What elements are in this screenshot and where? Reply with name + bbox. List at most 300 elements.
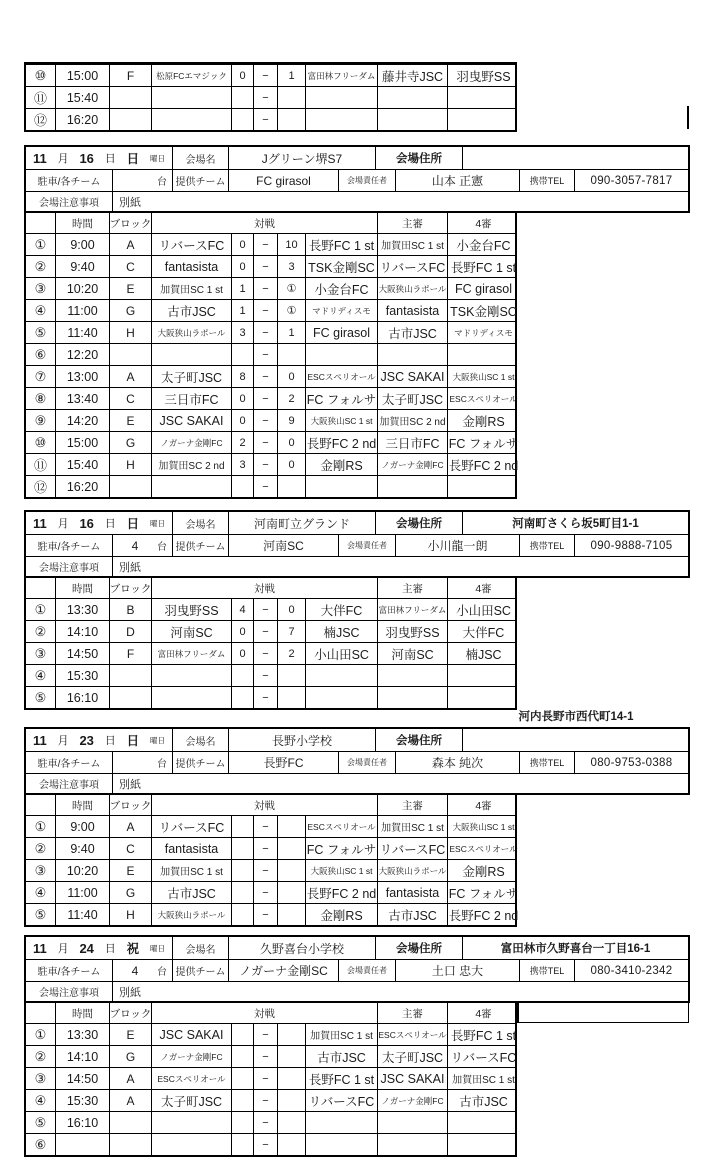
cell-block: A	[109, 1068, 151, 1089]
cell-dash: −	[253, 256, 277, 277]
cell-ref: fantasista	[377, 300, 447, 321]
cell-away: 金剛RS	[305, 904, 377, 925]
cell-dash: −	[253, 410, 277, 431]
cell-s2	[277, 1046, 305, 1067]
cell-ref: リバースFC	[377, 256, 447, 277]
cell-time: 13:30	[55, 599, 109, 620]
month-value: 11	[33, 515, 47, 531]
cell-no: ⑨	[34, 412, 47, 428]
manager-value: 山本 正憲	[395, 170, 519, 191]
cell-home: 加賀田SC 1 st	[151, 860, 231, 881]
col-fourth-header: 4審	[447, 1003, 519, 1023]
match-row	[26, 475, 515, 497]
cell-s2	[277, 860, 305, 881]
cell-time: 11:40	[55, 904, 109, 925]
cell-s2: 0	[277, 454, 305, 475]
cell-ref: 三日市FC	[377, 432, 447, 453]
provider-label: 提供チーム	[172, 535, 228, 556]
cell-away	[305, 476, 377, 497]
match-rows	[26, 815, 519, 925]
parking-cell	[112, 752, 172, 773]
cell-dash: −	[253, 322, 277, 343]
cell-no: ②	[34, 258, 47, 274]
col-match-header: 対戦	[151, 213, 377, 233]
cell-s1	[231, 882, 253, 903]
cell-s1: 3	[231, 322, 253, 343]
cell-ref: ESCスペリオール	[377, 1024, 447, 1045]
cell-s2	[277, 882, 305, 903]
day-value: 16	[79, 150, 94, 166]
cell-no: ⑦	[34, 368, 47, 384]
cell-fourth: FC girasol	[447, 278, 519, 299]
cell-no: ①	[34, 236, 47, 252]
weekday-suffix: 曜日	[149, 153, 165, 163]
cell-fourth: 羽曳野SS	[447, 65, 519, 86]
cell-no: ②	[34, 840, 47, 856]
cell-dash: −	[253, 838, 277, 859]
phone-value: 090-3057-7817	[574, 170, 688, 191]
cell-dash: −	[253, 1046, 277, 1067]
cell-dash: −	[253, 1090, 277, 1111]
cell-fourth: 小山田SC	[447, 599, 519, 620]
cell-s1: 0	[231, 621, 253, 642]
cell-away: FC girasol	[305, 322, 377, 343]
col-referee-header: 主審	[377, 213, 447, 233]
day-value: 24	[79, 940, 94, 956]
cell-away: 加賀田SC 1 st	[305, 1024, 377, 1045]
cell-s2: 2	[277, 643, 305, 664]
cell-home: 三日市FC	[151, 388, 231, 409]
cell-home: 富田林フリーダム	[151, 643, 231, 664]
match-row	[26, 1111, 515, 1133]
cell-block: C	[109, 256, 151, 277]
match-table-header	[26, 578, 515, 598]
venue-name-value: 久野喜台小学校	[228, 937, 375, 959]
cell-block	[109, 1112, 151, 1133]
weekday-value: 日	[126, 734, 140, 748]
cell-no: ⑫	[33, 480, 47, 495]
cell-away: 富田林フリーダム	[305, 65, 377, 86]
cell-ref: 加賀田SC 1 st	[377, 234, 447, 255]
cell-dash: −	[253, 432, 277, 453]
cell-home: リバースFC	[151, 816, 231, 837]
cell-block: E	[109, 860, 151, 881]
cell-s1	[231, 687, 253, 708]
phone-label: 携帯TEL	[519, 535, 574, 556]
cell-away: 長野FC 1 st	[305, 234, 377, 255]
month-label: 月	[57, 518, 69, 530]
cell-dash: −	[253, 904, 277, 925]
cell-time: 11:00	[55, 882, 109, 903]
cell-ref	[377, 109, 447, 130]
cell-dash: −	[253, 621, 277, 642]
phone-label: 携帯TEL	[519, 752, 574, 773]
cell-s1	[231, 1112, 253, 1133]
cell-block: A	[109, 366, 151, 387]
cell-home: 加賀田SC 2 nd	[151, 454, 231, 475]
cell-fourth: ESCスペリオール	[447, 388, 519, 409]
cell-fourth: FC フォルサ	[447, 432, 519, 453]
cell-block: F	[109, 643, 151, 664]
notes-label: 会場注意事項	[39, 198, 99, 209]
venue-header-kanan	[24, 510, 690, 578]
cell-away: FC フォルサ	[305, 838, 377, 859]
cell-dash: −	[253, 476, 277, 497]
cell-block: D	[109, 621, 151, 642]
col-referee-header: 主審	[377, 795, 447, 815]
cell-home: ノガーナ金剛FC	[151, 1046, 231, 1067]
provider-value: 河南SC	[228, 535, 338, 556]
cell-s1	[231, 1068, 253, 1089]
cell-home	[151, 665, 231, 686]
cell-away	[305, 109, 377, 130]
cell-ref	[377, 687, 447, 708]
cell-home: ノガーナ金剛FC	[151, 432, 231, 453]
manager-value: 小川龍一朗	[395, 535, 519, 556]
cell-dash: −	[253, 344, 277, 365]
cell-fourth: 小金台FC	[447, 234, 519, 255]
match-row	[26, 598, 515, 620]
cell-time: 16:10	[55, 687, 109, 708]
phone-label: 携帯TEL	[519, 170, 574, 191]
cell-s2	[277, 816, 305, 837]
parking-unit-label: 台	[157, 542, 167, 553]
cell-block: B	[109, 599, 151, 620]
cell-s2	[277, 109, 305, 130]
top-table-rows	[26, 64, 515, 130]
cell-away	[305, 87, 377, 108]
cell-home: 古市JSC	[151, 300, 231, 321]
venue-name-label: 会場名	[172, 512, 228, 534]
notes-value: 別紙	[112, 982, 688, 1001]
match-table-nagano	[24, 793, 517, 927]
date-cell	[26, 147, 172, 169]
cell-time: 16:20	[55, 109, 109, 130]
cell-no: ⑪	[33, 458, 47, 473]
col-time-header: 時間	[55, 1003, 109, 1023]
cell-block: G	[109, 1046, 151, 1067]
cell-s2	[277, 1090, 305, 1111]
cell-time: 13:40	[55, 388, 109, 409]
cell-fourth: 金剛RS	[447, 860, 519, 881]
month-value: 11	[33, 150, 47, 166]
cell-home: 河南SC	[151, 621, 231, 642]
notes-label: 会場注意事項	[39, 563, 99, 574]
cell-s1	[231, 860, 253, 881]
cell-s2	[277, 1134, 305, 1155]
parking-unit-label: 台	[157, 759, 167, 770]
match-table-jgreen	[24, 211, 517, 499]
cell-fourth	[447, 687, 519, 708]
cell-dash: −	[253, 816, 277, 837]
match-row	[26, 1089, 515, 1111]
venue-name-label: 会場名	[172, 937, 228, 959]
match-rows	[26, 1023, 515, 1155]
cell-block	[109, 109, 151, 130]
col-time-header: 時間	[55, 578, 109, 598]
cell-dash: −	[253, 87, 277, 108]
cell-fourth	[447, 476, 519, 497]
parking-label: 駐車/各チーム	[37, 759, 101, 770]
month-label: 月	[57, 943, 69, 955]
phone-label: 携帯TEL	[519, 960, 574, 981]
cell-time: 9:00	[55, 234, 109, 255]
cell-fourth: 長野FC 2 nd	[447, 454, 519, 475]
cell-home: 加賀田SC 1 st	[151, 278, 231, 299]
cell-ref: JSC SAKAI	[377, 1068, 447, 1089]
notes-value: 別紙	[112, 192, 688, 211]
cell-block: H	[109, 322, 151, 343]
date-cell	[26, 729, 172, 751]
cell-s2: 2	[277, 388, 305, 409]
cell-block: H	[109, 904, 151, 925]
cell-no: ②	[34, 1048, 47, 1064]
cell-time: 15:40	[55, 87, 109, 108]
cell-s2: 0	[277, 432, 305, 453]
cell-fourth: 長野FC 2 nd	[447, 904, 519, 925]
cell-away: 長野FC 2 nd	[305, 882, 377, 903]
cell-s2: 9	[277, 410, 305, 431]
cell-block	[109, 87, 151, 108]
cell-block	[109, 665, 151, 686]
month-label: 月	[57, 735, 69, 747]
cell-no: ⑤	[34, 689, 47, 705]
day-label: 日	[104, 153, 116, 165]
match-row	[26, 233, 515, 255]
match-row	[26, 365, 515, 387]
parking-label: 駐車/各チーム	[37, 177, 101, 188]
cell-s2: ①	[277, 278, 305, 299]
cell-time: 15:30	[55, 1090, 109, 1111]
cell-no: ①	[34, 1026, 47, 1042]
venue-name-value: Jグリーン堺S7	[228, 147, 375, 169]
cell-no: ⑫	[33, 113, 47, 128]
weekday-suffix: 曜日	[149, 518, 165, 528]
col-number-header	[26, 578, 55, 598]
cell-home	[151, 344, 231, 365]
cell-home: 太子町JSC	[151, 1090, 231, 1111]
notes-label: 会場注意事項	[39, 988, 99, 999]
cell-fourth	[447, 665, 519, 686]
cell-ref: 大阪狭山ラポール	[377, 860, 447, 881]
cell-dash: −	[253, 860, 277, 881]
match-row	[26, 881, 519, 903]
cell-s2	[277, 904, 305, 925]
cell-no: ③	[34, 1070, 47, 1086]
col-fourth-header: 4審	[447, 213, 519, 233]
cell-s2: 0	[277, 599, 305, 620]
cell-no: ⑩	[34, 434, 47, 450]
cell-s2: 10	[277, 234, 305, 255]
parking-label: 駐車/各チーム	[37, 967, 101, 978]
cell-dash: −	[253, 599, 277, 620]
provider-value: ノガーナ金剛SC	[228, 960, 338, 981]
cell-time	[55, 1134, 109, 1155]
match-row	[26, 431, 519, 453]
cell-time: 11:00	[55, 300, 109, 321]
cell-s1	[231, 476, 253, 497]
cell-away: 古市JSC	[305, 1046, 377, 1067]
cell-s2: 0	[277, 366, 305, 387]
cell-away: 大伴FC	[305, 599, 377, 620]
parking-count: 4	[131, 538, 139, 553]
match-table-kanan	[24, 576, 517, 710]
cell-time: 14:50	[55, 643, 109, 664]
cell-fourth	[447, 344, 519, 365]
phone-value: 090-9888-7105	[574, 535, 688, 556]
match-row	[26, 277, 515, 299]
provider-label: 提供チーム	[172, 752, 228, 773]
cell-s2	[277, 1068, 305, 1089]
cell-no: ⑪	[33, 91, 47, 106]
cell-ref	[377, 1112, 447, 1133]
col-referee-header: 主審	[377, 1003, 447, 1023]
cell-time: 14:10	[55, 621, 109, 642]
provider-value: FC girasol	[228, 170, 338, 191]
cell-time: 16:20	[55, 476, 109, 497]
cell-ref: 太子町JSC	[377, 1046, 447, 1067]
cell-no: ④	[34, 1092, 47, 1108]
cell-block: G	[109, 300, 151, 321]
month-label: 月	[57, 153, 69, 165]
venue-address-label: 会場住所	[375, 512, 462, 534]
match-row	[26, 837, 518, 859]
manager-value: 土口 忠大	[395, 960, 519, 981]
venue-address-value	[462, 729, 688, 751]
cell-block: E	[109, 278, 151, 299]
cell-s1: 0	[231, 388, 253, 409]
cell-s2	[277, 838, 305, 859]
cell-time: 10:20	[55, 278, 109, 299]
cell-s1	[231, 109, 253, 130]
cell-s1: 2	[231, 432, 253, 453]
cell-fourth: 長野FC 1 st	[447, 256, 519, 277]
cell-time: 15:30	[55, 665, 109, 686]
provider-label: 提供チーム	[172, 960, 228, 981]
cell-home: JSC SAKAI	[151, 1024, 231, 1045]
cell-block: G	[109, 432, 151, 453]
cell-no: ①	[34, 818, 47, 834]
page-edge-line	[687, 106, 689, 129]
cell-home	[151, 1134, 231, 1155]
cell-no: ⑥	[34, 1136, 47, 1152]
cell-ref: 太子町JSC	[377, 388, 447, 409]
match-row	[26, 321, 515, 343]
col-number-header	[26, 795, 55, 815]
venue-header-kunokidai	[24, 935, 690, 1003]
cell-block	[109, 1134, 151, 1155]
cell-away	[305, 344, 377, 365]
cell-time: 9:40	[55, 838, 109, 859]
cell-no: ⑤	[34, 906, 47, 922]
cell-s1	[231, 344, 253, 365]
cell-fourth: ESCスペリオール	[447, 838, 519, 859]
cell-no: ④	[34, 302, 47, 318]
cell-away: 小金台FC	[305, 278, 377, 299]
cell-block: F	[109, 65, 151, 86]
cell-s1: 0	[231, 643, 253, 664]
cell-no: ⑧	[34, 390, 47, 406]
cell-s1	[231, 1090, 253, 1111]
match-row	[26, 108, 515, 130]
cell-ref: リバースFC	[377, 838, 447, 859]
cell-ref: 羽曳野SS	[377, 621, 447, 642]
match-row	[26, 620, 515, 642]
cell-fourth	[447, 1134, 519, 1155]
match-table-kunokidai	[24, 1001, 517, 1157]
cell-home: リバースFC	[151, 234, 231, 255]
cell-s1	[231, 904, 253, 925]
date-cell	[26, 512, 172, 534]
day-label: 日	[104, 943, 116, 955]
cell-ref	[377, 344, 447, 365]
cell-no: ③	[34, 280, 47, 296]
cell-dash: −	[253, 1112, 277, 1133]
cell-ref: fantasista	[377, 882, 447, 903]
cell-s1: 1	[231, 278, 253, 299]
cell-s1	[231, 816, 253, 837]
day-value: 16	[79, 515, 94, 531]
cell-s2: 1	[277, 322, 305, 343]
col-fourth-header: 4審	[447, 795, 519, 815]
cell-ref: 藤井寺JSC	[377, 65, 447, 86]
parking-count: 4	[131, 963, 139, 978]
venue-header-jgreen	[24, 145, 690, 213]
venue-name-label: 会場名	[172, 729, 228, 751]
cell-away: リバースFC	[305, 1090, 377, 1111]
cell-away: マドリディスモ	[305, 300, 377, 321]
phone-value: 080-9753-0388	[574, 752, 688, 773]
cell-fourth: TSK金剛SC	[447, 300, 519, 321]
parking-cell	[112, 535, 172, 556]
venue-name-label: 会場名	[172, 147, 228, 169]
cell-time: 13:00	[55, 366, 109, 387]
cell-no: ③	[34, 645, 47, 661]
cell-dash: −	[253, 1068, 277, 1089]
match-row	[26, 64, 515, 86]
cell-away: 小山田SC	[305, 643, 377, 664]
date-cell	[26, 937, 172, 959]
cell-home	[151, 109, 231, 130]
col-number-header	[26, 213, 55, 233]
cell-s2	[277, 687, 305, 708]
cell-block: C	[109, 838, 151, 859]
col-fourth-header: 4審	[447, 578, 519, 598]
cell-time: 14:20	[55, 410, 109, 431]
cell-fourth: 加賀田SC 1 st	[447, 1068, 519, 1089]
cell-s2: 3	[277, 256, 305, 277]
cell-s1: 0	[231, 65, 253, 86]
cell-s2	[277, 665, 305, 686]
cell-s2: 7	[277, 621, 305, 642]
cell-home: JSC SAKAI	[151, 410, 231, 431]
venue-address-label: 会場住所	[375, 147, 462, 169]
cell-s1: 0	[231, 410, 253, 431]
notes-label: 会場注意事項	[39, 780, 99, 791]
cell-home	[151, 1112, 231, 1133]
cell-home	[151, 687, 231, 708]
parking-unit-label: 台	[157, 177, 167, 188]
venue-header-nagano	[24, 727, 690, 795]
cell-fourth: 大阪狭山SC 1 st	[447, 816, 519, 837]
col-block-header: ブロック	[109, 578, 151, 598]
cell-ref	[377, 665, 447, 686]
venue-name-value: 長野小学校	[228, 729, 375, 751]
provider-value: 長野FC	[228, 752, 338, 773]
cell-s1	[231, 665, 253, 686]
cell-time: 9:00	[55, 816, 109, 837]
cell-no: ⑤	[34, 324, 47, 340]
